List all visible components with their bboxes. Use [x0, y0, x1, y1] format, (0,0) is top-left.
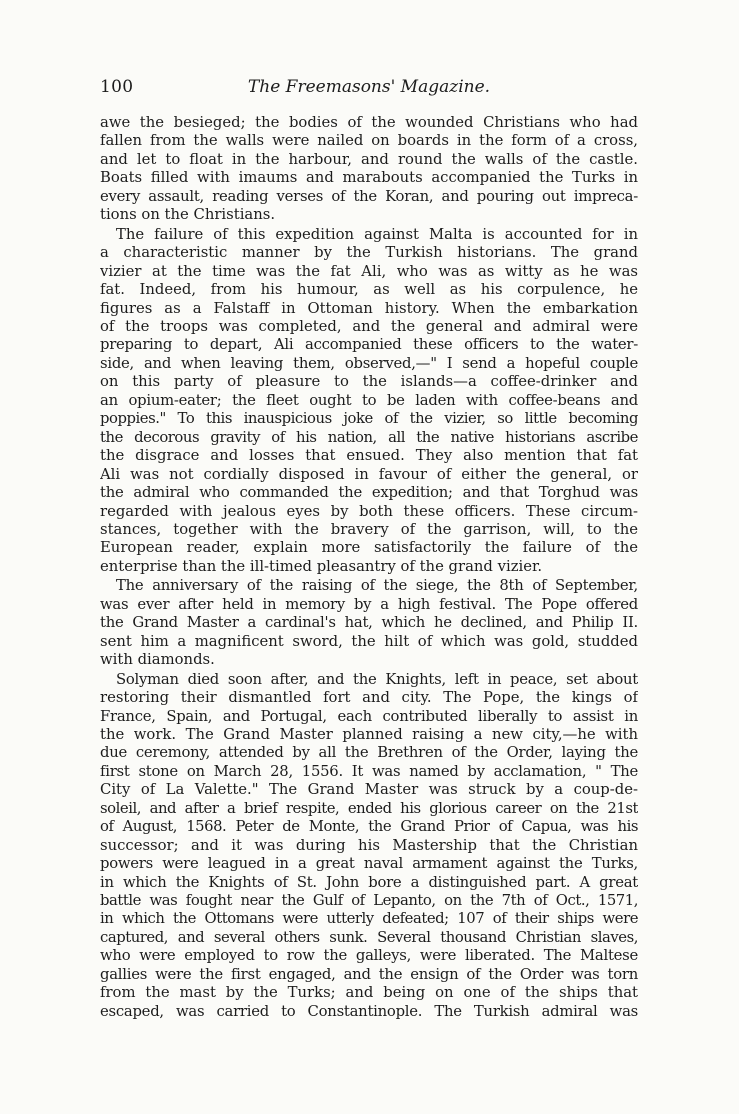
text-line: European reader, explain more satisfactorily the failure of the — [100, 539, 638, 557]
text-line: the admiral who commanded the expedition; and that Torghud was — [100, 484, 638, 502]
paragraph — [100, 114, 638, 225]
running-title: The Freemasons' Magazine. — [247, 77, 491, 97]
text-line: an opium-eater; the fleet ought to be laden with coffee-beans and — [100, 391, 638, 409]
text-line: with diamonds. — [100, 651, 215, 669]
text-line: due ceremony, attended by all the Brethren of the Order, laying the — [100, 744, 638, 762]
text-line: Ali was not cordially disposed in favour of either the general, or — [100, 465, 638, 483]
text-line: figures as a Falstaff in Ottoman history. When the embarkation — [100, 299, 638, 317]
text-line: soleil, and after a brief respite, ended his glorious career on the 21st — [100, 799, 638, 817]
text-line: gallies were the first engaged, and the ensign of the Order was torn — [100, 965, 638, 983]
text-line: preparing to depart, Ali accompanied these officers to the water- — [100, 336, 638, 354]
text-line: of August, 1568. Peter de Monte, the Grand Prior of Capua, was his — [100, 818, 638, 836]
text-line: the disgrace and losses that ensued. They also mention that fat — [100, 447, 638, 465]
text-line: awe the besieged; the bodies of the wounded Christians who had — [100, 114, 638, 131]
text-line: a characteristic manner by the Turkish historians. The grand — [100, 244, 638, 262]
text-line: every assault, reading verses of the Koran, and pouring out impreca- — [100, 187, 638, 205]
text-line: fat. Indeed, from his humour, as well as his corpulence, he — [100, 281, 638, 299]
text-line: The failure of this expedition against Malta is accounted for in — [116, 225, 638, 243]
text-line: side, and when leaving them, observed,—" I send a hopeful couple — [100, 354, 638, 372]
text-line: vizier at the time was the fat Ali, who was as witty as he was — [100, 262, 638, 280]
text-line: battle was fought near the Gulf of Lepanto, on the 7th of Oct., 1571, — [100, 892, 638, 910]
text-line: captured, and several others sunk. Several thousand Christian slaves, — [100, 928, 638, 946]
text-line: The anniversary of the raising of the siege, the 8th of September, — [116, 577, 638, 595]
text-line: City of La Valette." The Grand Master was struck by a coup-de- — [100, 781, 638, 799]
text-line: poppies." To this inauspicious joke of the vizier, so little becoming — [100, 410, 638, 428]
text-line: the Grand Master a cardinal's hat, which he declined, and Philip II. — [100, 614, 638, 632]
text-line: first stone on March 28, 1556. It was named by acclamation, " The — [100, 762, 638, 780]
text-line: the work. The Grand Master planned raising a new city,—he with — [100, 725, 638, 743]
text-line: restoring their dismantled fort and city. The Pope, the kings of — [100, 689, 638, 707]
paragraph — [100, 226, 638, 577]
text-line: from the mast by the Turks; and being on one of the ships that — [100, 984, 638, 1002]
text-line: of the troops was completed, and the general and admiral were — [100, 317, 638, 335]
page-number: 100 — [100, 77, 134, 97]
text-line: enterprise than the ill-timed pleasantry of the grand vizier. — [100, 557, 543, 575]
text-line: escaped, was carried to Constantinople. The Turkish admiral was — [100, 1002, 638, 1020]
text-line: on this party of pleasure to the islands—a coffee-drinker and — [100, 373, 638, 391]
text-line: stances, together with the bravery of the garrison, will, to the — [100, 520, 638, 538]
text-line: sent him a magnificent sword, the hilt of which was gold, studded — [100, 632, 638, 650]
text-line: fallen from the walls were nailed on boards in the form of a cross, — [100, 132, 638, 150]
text-line: successor; and it was during his Mastership that the Christian — [100, 836, 638, 854]
page-header — [100, 77, 638, 103]
article-body — [100, 114, 638, 1022]
text-line: in which the Ottomans were utterly defeated; 107 of their ships were — [100, 910, 638, 928]
text-line: France, Spain, and Portugal, each contributed liberally to assist in — [100, 707, 638, 725]
text-line: Solyman died soon after, and the Knights, left in peace, set about — [116, 670, 638, 688]
text-line: tions on the Christians. — [100, 206, 276, 224]
text-line: the decorous gravity of his nation, all the native historians ascribe — [100, 428, 638, 446]
text-line: in which the Knights of St. John bore a distinguished part. A great — [100, 873, 638, 891]
paragraph — [100, 671, 638, 1022]
text-line: was ever after held in memory by a high festival. The Pope offered — [100, 595, 638, 613]
paragraph — [100, 577, 638, 669]
text-line: and let to float in the harbour, and round the walls of the castle. — [100, 150, 638, 168]
text-line: Boats filled with imaums and marabouts accompanied the Turks in — [100, 169, 638, 187]
text-line: powers were leagued in a great naval armament against the Turks, — [100, 855, 638, 873]
text-line: regarded with jealous eyes by both these officers. These circum- — [100, 502, 638, 520]
text-line: who were employed to row the galleys, were liberated. The Maltese — [100, 947, 638, 965]
